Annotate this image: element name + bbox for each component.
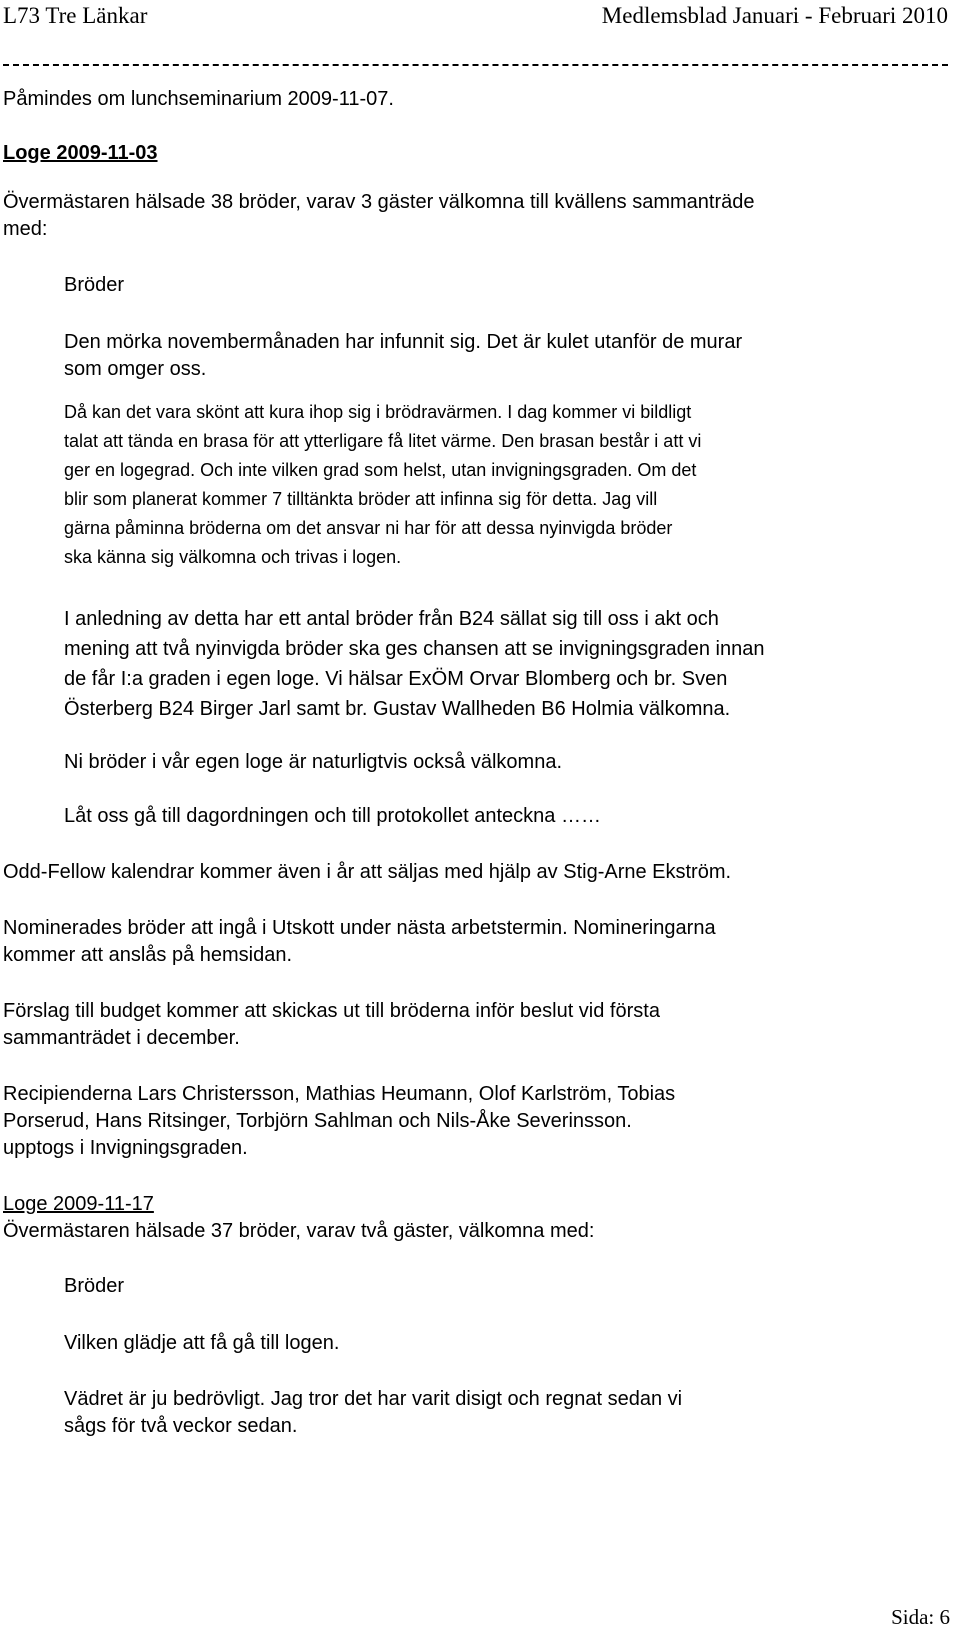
speech-line: ska känna sig välkomna och trivas i logen. [64,547,402,567]
section1-intro-line: med: [3,218,48,240]
minutes-note: upptogs i Invigningsgraden. [3,1137,248,1159]
speech-line: de får I:a graden i egen loge. Vi hälsar ExÖM Orvar Blomberg och br. Sven [64,668,728,690]
speech-line: Österberg B24 Birger Jarl samt br. Gustav Wallheden B6 Holmia välkomna. [64,698,731,720]
minutes-note: Odd-Fellow kalendrar kommer även i år att säljas med hjälp av Stig-Arne Ekström. [3,861,732,883]
section1-greeting: Bröder [64,274,125,296]
header-divider [3,64,948,66]
speech-line: mening att två nyinvigda bröder ska ges chansen att se invigningsgraden innan [64,638,765,660]
lodge-name: L73 Tre Länkar [3,3,148,28]
speech-line: ger en logegrad. Och inte vilken grad som helst, utan invigningsgraden. Om det [64,460,697,480]
speech-line: I anledning av detta har ett antal bröder från B24 sällat sig till oss i akt och [64,608,719,630]
speech-line: gärna påminna bröderna om det ansvar ni har för att dessa nyinvigda bröder [64,518,673,538]
minutes-note: Nominerades bröder att ingå i Utskott under nästa arbetstermin. Nomineringarna [3,917,716,939]
speech-line: Ni bröder i vår egen loge är naturligtvis också välkomna. [64,751,563,773]
speech-line: Vädret är ju bedrövligt. Jag tror det har varit disigt och regnat sedan vi [64,1388,683,1410]
speech-line: sågs för två veckor sedan. [64,1415,298,1437]
minutes-note: sammanträdet i december. [3,1027,240,1049]
section-heading-2009-11-03: Loge 2009-11-03 [3,142,158,164]
issue-title: Medlemsblad Januari - Februari 2010 [601,3,948,28]
minutes-note: Porserud, Hans Ritsinger, Torbjörn Sahlman och Nils-Åke Severinsson. [3,1110,632,1132]
page-number: Sida: 6 [891,1605,950,1629]
speech-line: Den mörka novembermånaden har infunnit sig. Det är kulet utanför de murar [64,331,743,353]
speech-line: Då kan det vara skönt att kura ihop sig i brödravärmen. I dag kommer vi bildligt [64,402,692,422]
section2-intro: Övermästaren hälsade 37 bröder, varav två gäster, välkomna med: [3,1220,595,1242]
reminder-text: Påmindes om lunchseminarium 2009-11-07. [3,88,394,110]
section2-greeting: Bröder [64,1275,125,1297]
speech-line: Låt oss gå till dagordningen och till protokollet anteckna …… [64,805,601,827]
section-heading-2009-11-17: Loge 2009-11-17 [3,1193,154,1215]
speech-line: blir som planerat kommer 7 tilltänkta bröder att infinna sig för detta. Jag vill [64,489,658,509]
minutes-note: kommer att anslås på hemsidan. [3,944,293,966]
speech-line: talat att tända en brasa för att ytterligare få litet värme. Den brasan består i att vi [64,431,702,451]
minutes-note: Förslag till budget kommer att skickas ut till bröderna inför beslut vid första [3,1000,660,1022]
section1-intro-line: Övermästaren hälsade 38 bröder, varav 3 gäster välkomna till kvällens sammanträde [3,191,755,213]
speech-line: Vilken glädje att få gå till logen. [64,1332,340,1354]
minutes-note: Recipienderna Lars Christersson, Mathias Heumann, Olof Karlström, Tobias [3,1083,676,1105]
speech-line: som omger oss. [64,358,207,380]
